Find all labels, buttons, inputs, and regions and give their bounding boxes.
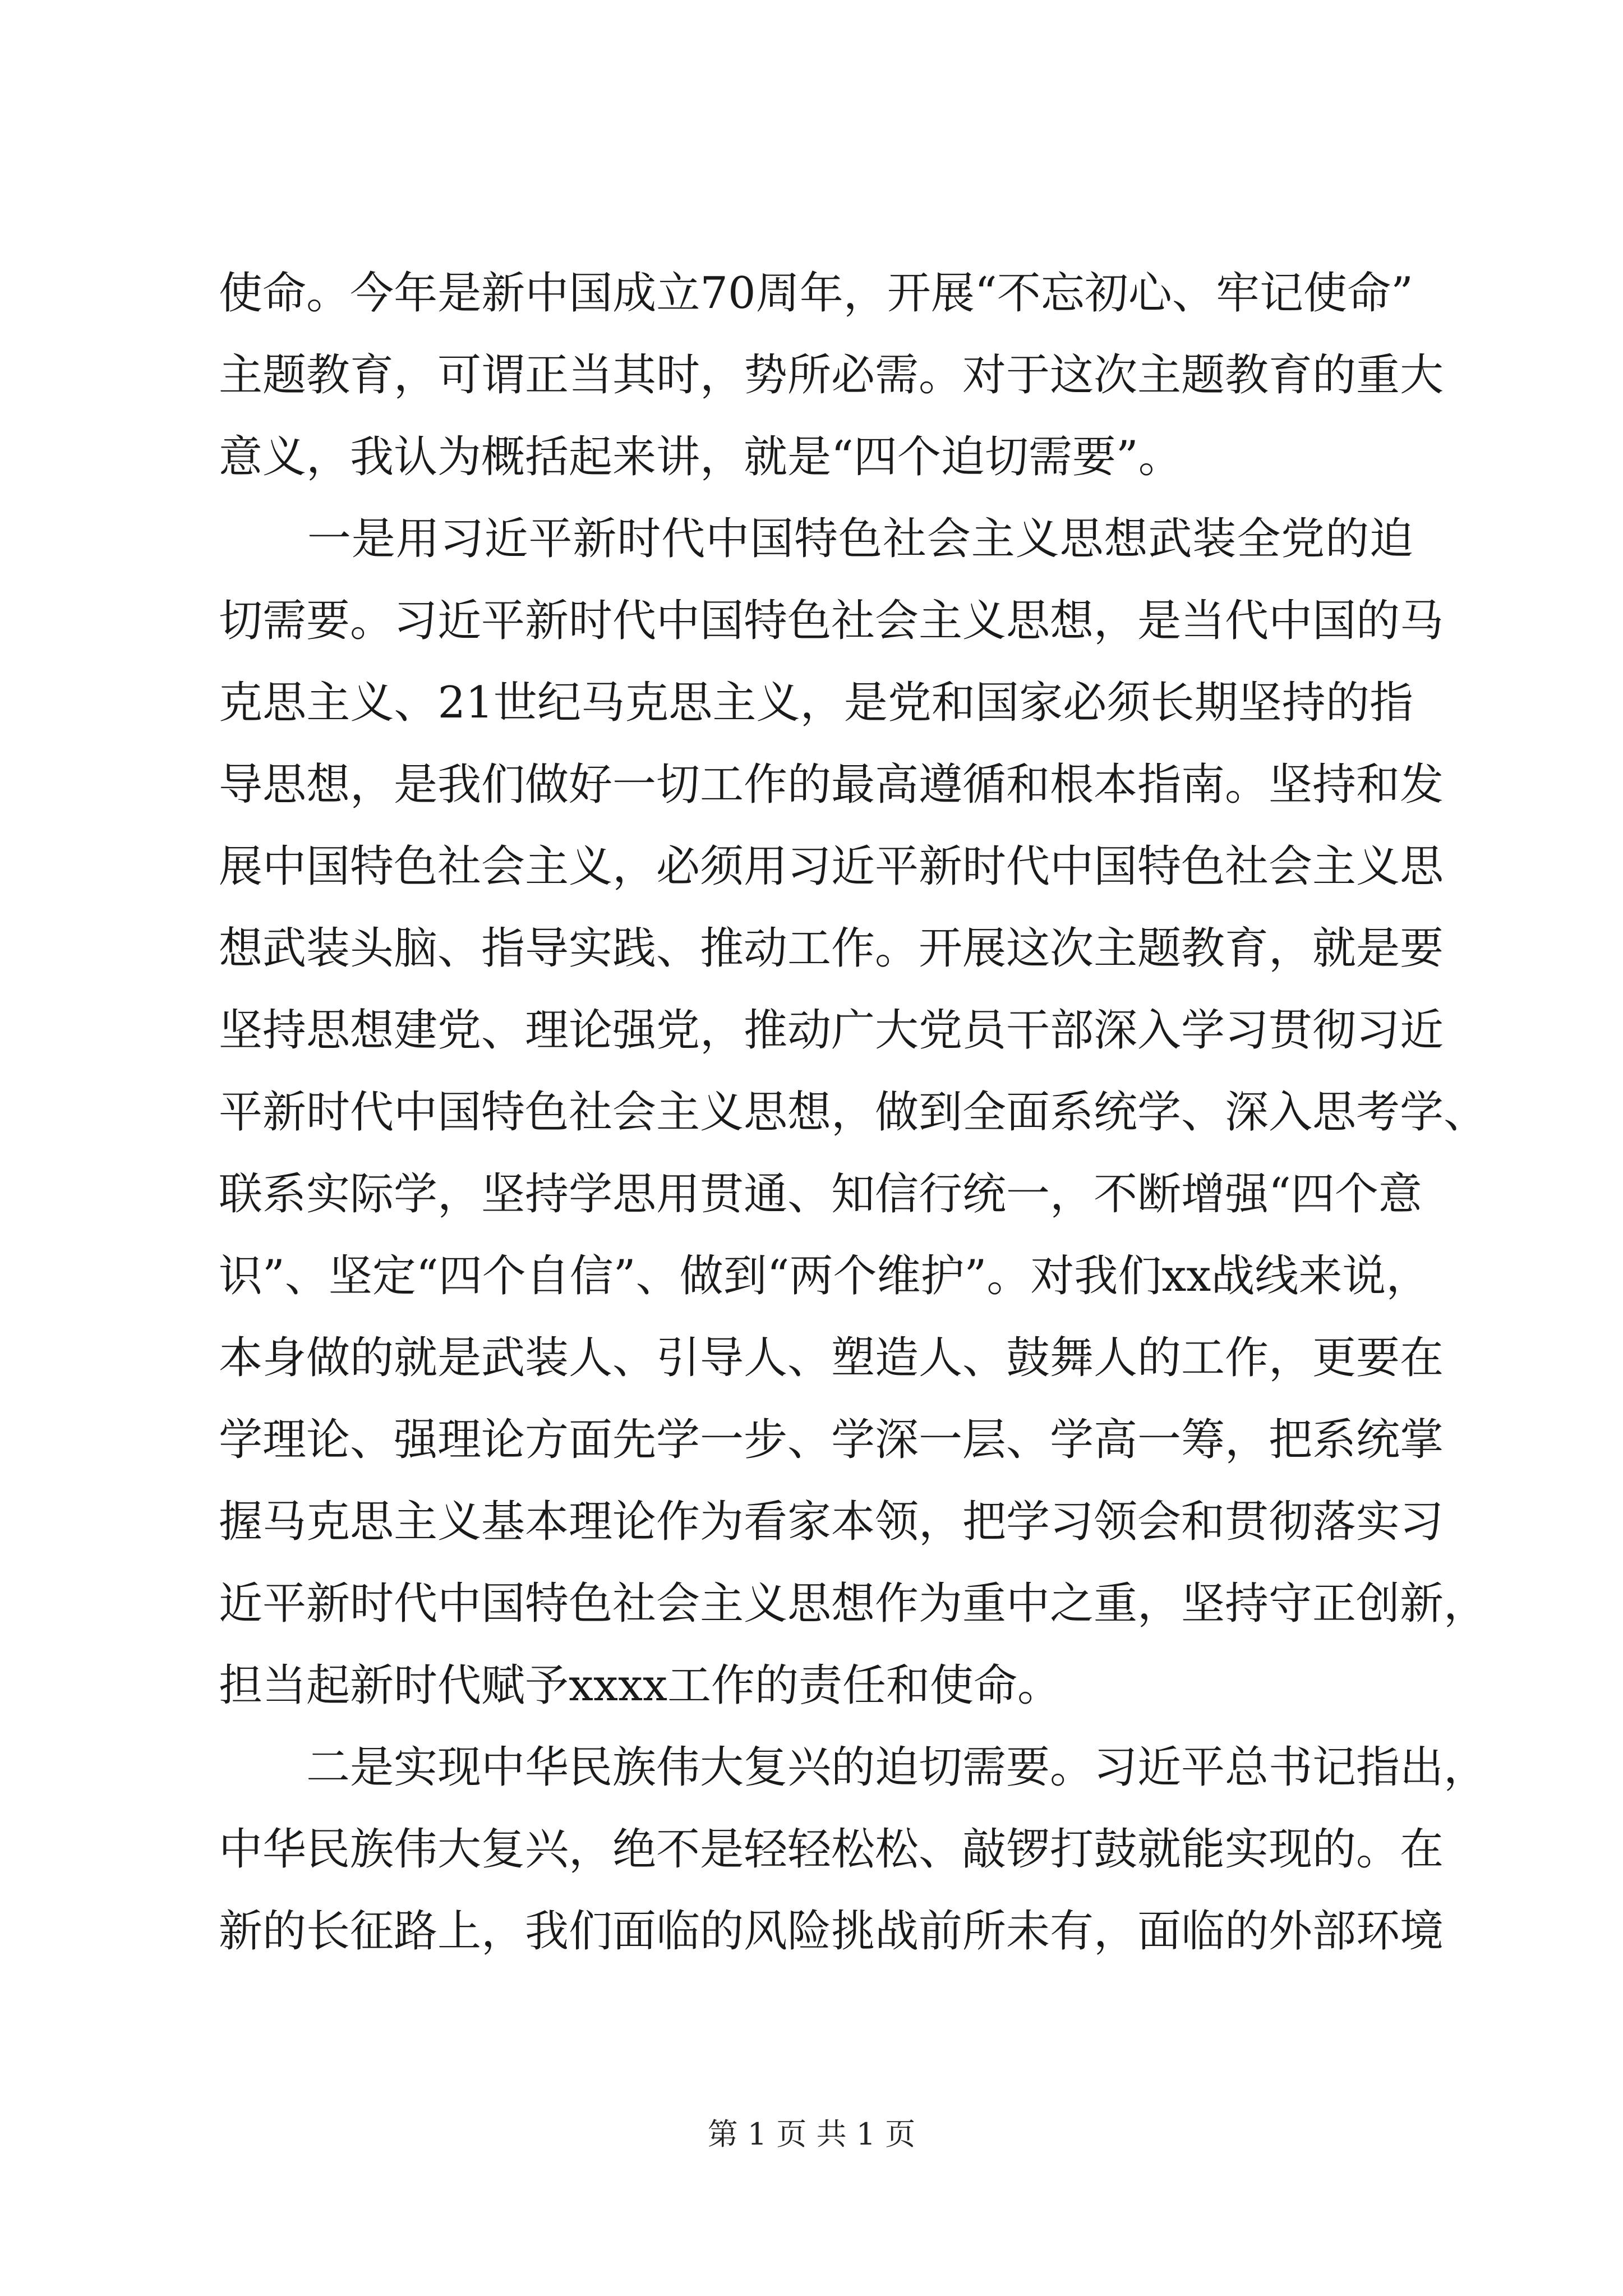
text-line: 识”、坚定“四个自信”、做到“两个维护”。对我们xx战线来说， xyxy=(219,1251,1430,1301)
text-line: 本身做的就是武装人、引导人、塑造人、鼓舞人的工作，更要在 xyxy=(219,1333,1444,1383)
text-line: 主题教育，可谓正当其时，势所必需。对于这次主题教育的重大 xyxy=(219,350,1444,401)
text-line: 中华民族伟大复兴，绝不是轻轻松松、敲锣打鼓就能实现的。在 xyxy=(219,1824,1444,1875)
text-line: 学理论、强理论方面先学一步、学深一层、学高一筹，把系统掌 xyxy=(219,1415,1444,1465)
text-line: 坚持思想建党、理论强党，推动广大党员干部深入学习贯彻习近 xyxy=(219,1005,1444,1056)
text-line: 克思主义、21世纪马克思主义，是党和国家必须长期坚持的指 xyxy=(219,678,1413,728)
text-line: 新的长征路上，我们面临的风险挑战前所未有，面临的外部环境 xyxy=(219,1906,1444,1957)
text-line: 担当起新时代赋予xxxx工作的责任和使命。 xyxy=(219,1660,1061,1711)
text-line: 切需要。习近平新时代中国特色社会主义思想，是当代中国的马 xyxy=(219,596,1444,646)
text-line: 二是实现中华民族伟大复兴的迫切需要。习近平总书记指出， xyxy=(219,1742,1488,1793)
text-line: 想武装头脑、指导实践、推动工作。开展这次主题教育，就是要 xyxy=(219,923,1444,974)
text-line: 联系实际学，坚持学思用贯通、知信行统一，不断增强“四个意 xyxy=(219,1169,1422,1220)
body-text xyxy=(219,252,1488,1972)
text-line: 平新时代中国特色社会主义思想，做到全面系统学、深入思考学、 xyxy=(219,1087,1488,1138)
text-line: 近平新时代中国特色社会主义思想作为重中之重，坚持守正创新， xyxy=(219,1579,1488,1629)
text-line: 展中国特色社会主义，必须用习近平新时代中国特色社会主义思 xyxy=(219,841,1444,892)
text-line: 使命。今年是新中国成立70周年，开展“不忘初心、牢记使命” xyxy=(219,268,1413,319)
text-line: 握马克思主义基本理论作为看家本领，把学习领会和贯彻落实习 xyxy=(219,1497,1444,1547)
page-footer: 第 1 页 共 1 页 xyxy=(707,2116,916,2152)
text-line: 一是用习近平新时代中国特色社会主义思想武装全党的迫 xyxy=(219,514,1413,564)
text-line: 意义，我认为概括起来讲，就是“四个迫切需要”。 xyxy=(219,432,1182,482)
text-line: 导思想，是我们做好一切工作的最高遵循和根本指南。坚持和发 xyxy=(219,760,1444,810)
